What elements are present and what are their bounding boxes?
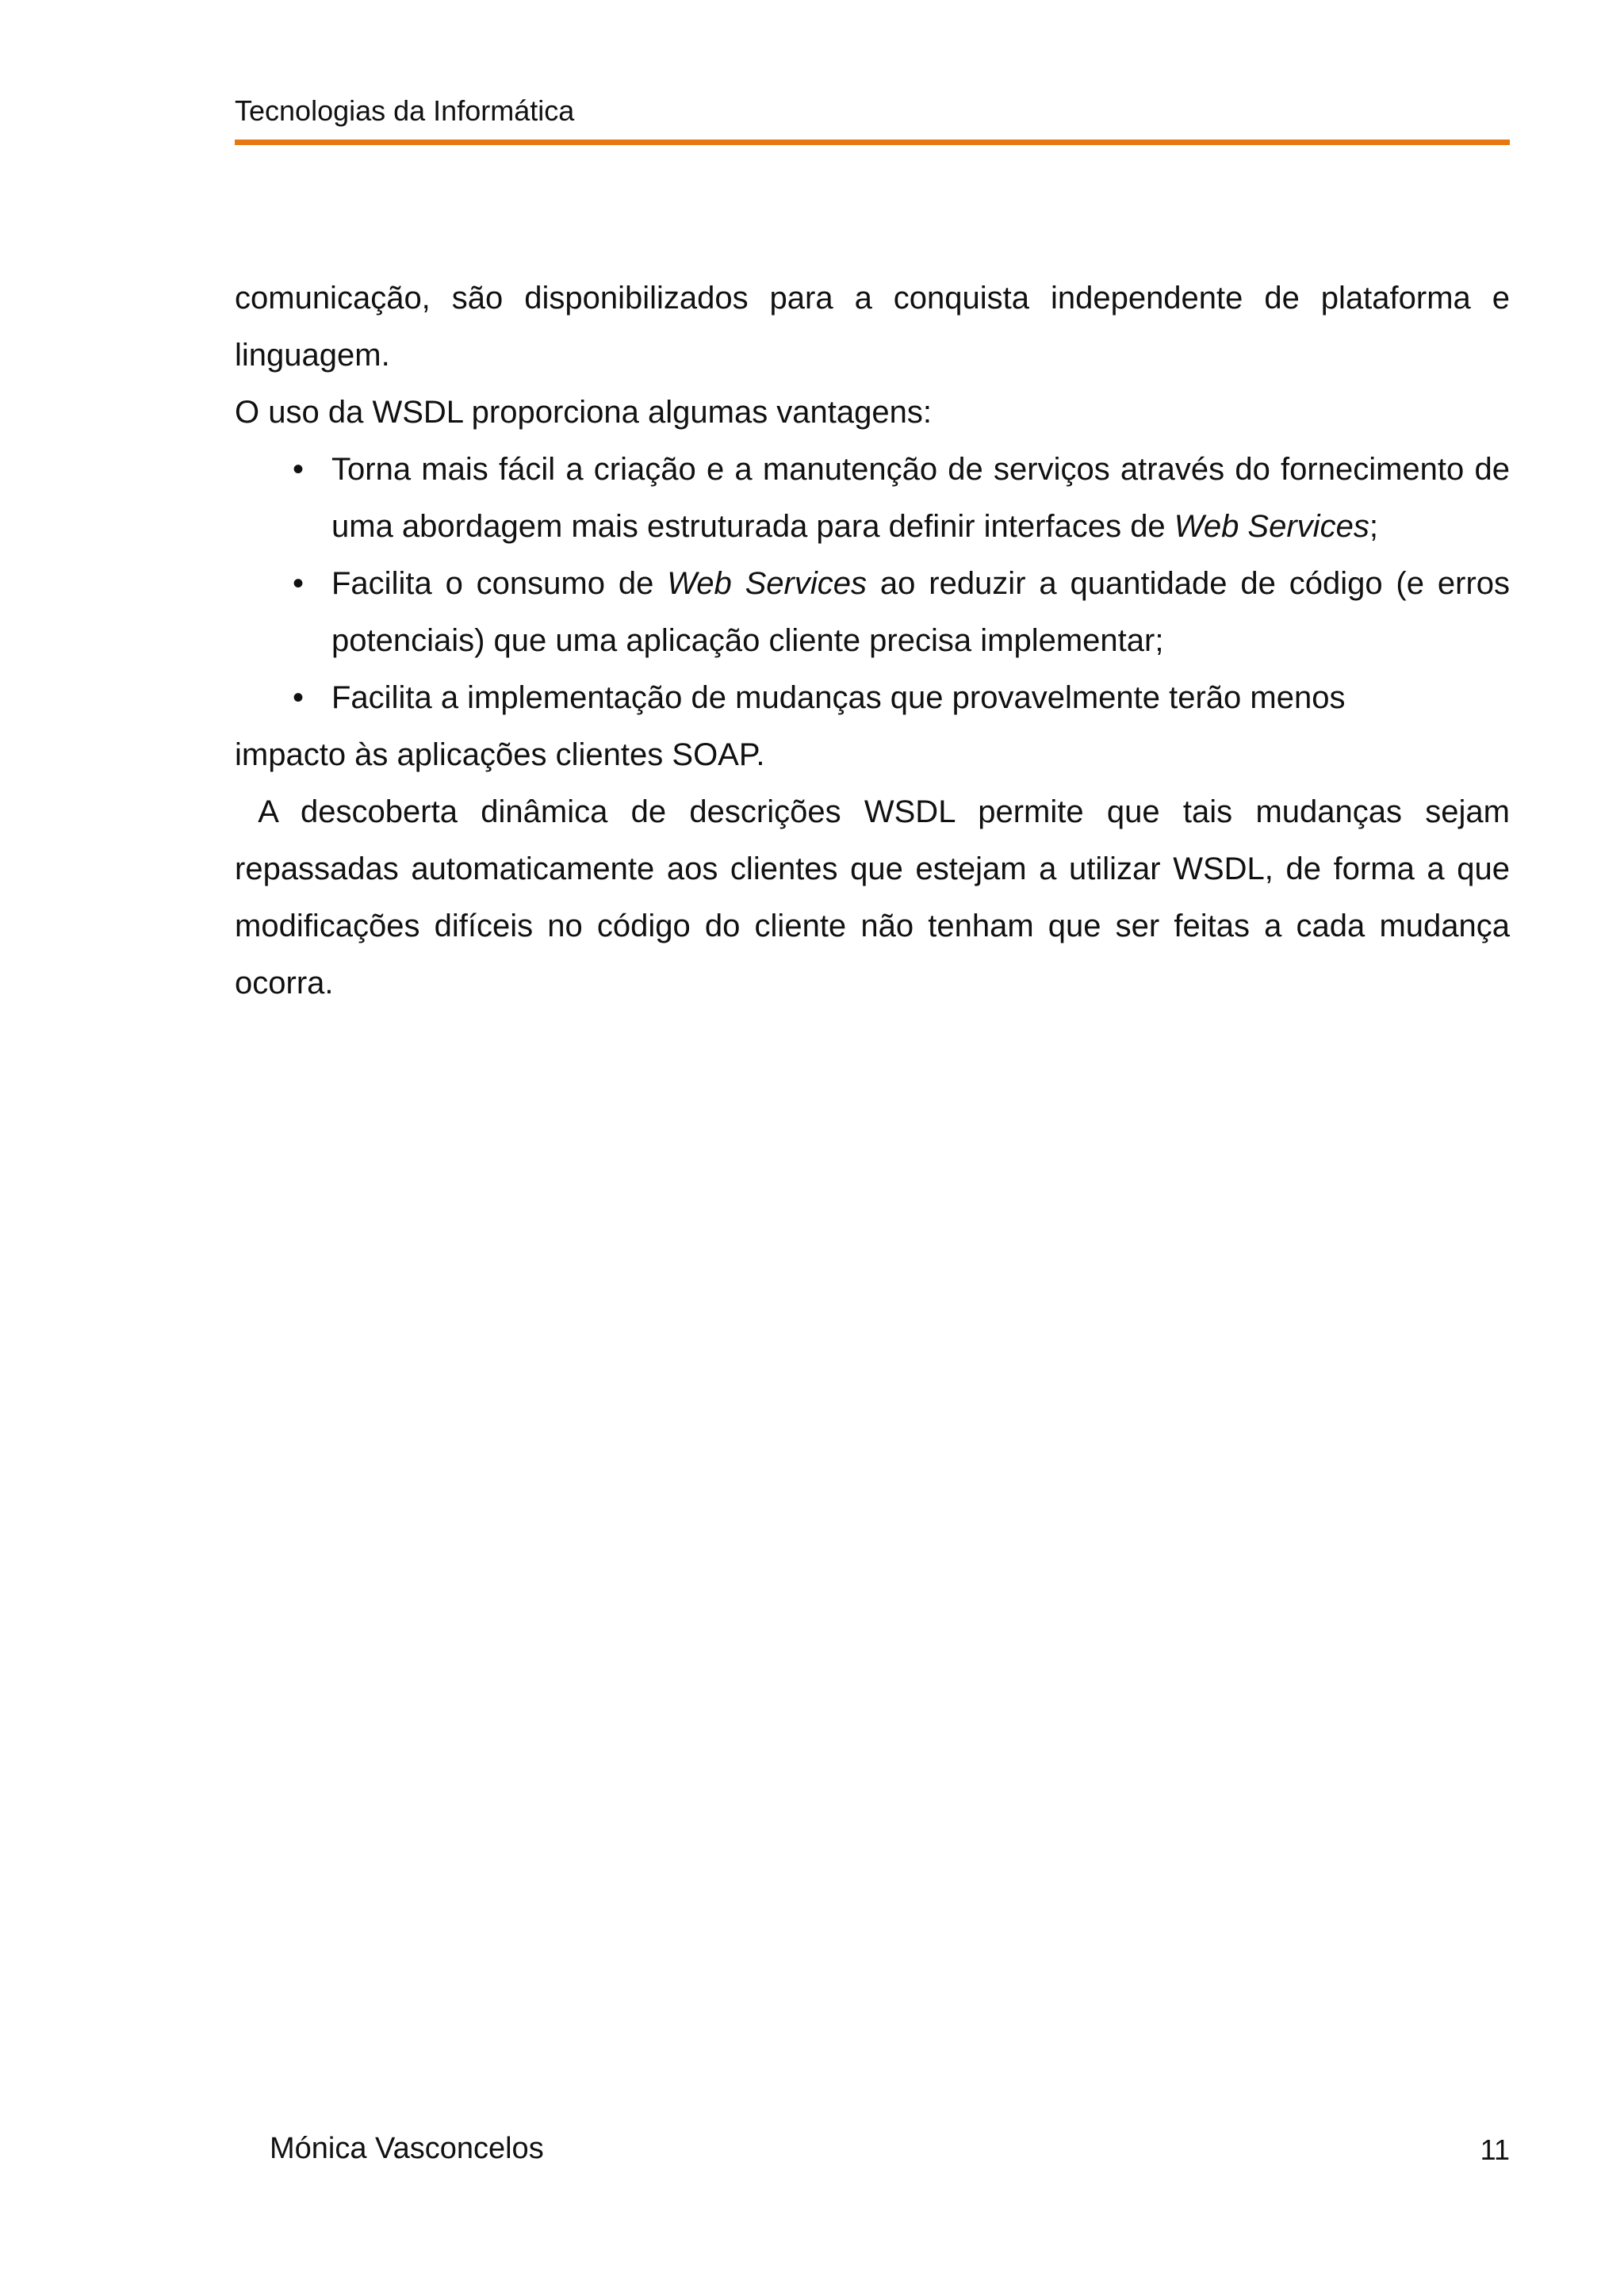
list-item-text: Facilita a implementação de mudanças que provavelmente terão menos — [331, 680, 1346, 715]
paragraph-intro: O uso da WSDL proporciona algumas vantagens: — [235, 395, 933, 430]
header-title: Tecnologias da Informática — [235, 94, 575, 127]
list-item-text-end: ; — [1369, 509, 1378, 544]
page-number: 11 — [1480, 2133, 1510, 2166]
paragraph-continuation: comunicação, são disponibilizados para a conquista independente de plataforma e linguagem. — [235, 281, 1510, 373]
paragraph-impact: impacto às aplicações clientes SOAP. — [235, 737, 765, 772]
list-item-emphasis: Web Services — [1174, 509, 1369, 544]
list-item-text-end: ao reduzir a quantidade de código (e erros potenciais) que uma aplicação cliente precisa implementar; — [331, 566, 1511, 658]
paragraph-discovery: A descoberta dinâmica de descrições WSDL permite que tais mudanças sejam repassadas automaticamente aos clientes que estejam a utilizar WSDL, de forma a que modificações difíceis no código do cliente não tenham que ser feitas a cada mudança ocorra. — [235, 794, 1519, 1001]
list-item-emphasis: Web Services — [667, 566, 868, 601]
header-rule — [235, 140, 1510, 145]
bullet-icon: • — [292, 566, 304, 601]
list-item — [235, 441, 1510, 555]
list-item-text: Torna mais fácil a criação e a manutenção de serviços através do fornecimento de uma abordagem mais estruturada para definir interfaces de — [331, 452, 1510, 544]
list-item — [235, 669, 1510, 726]
bullet-icon: • — [292, 452, 304, 487]
list-item — [235, 555, 1510, 669]
bullet-icon: • — [292, 680, 304, 715]
advantages-list — [235, 441, 1510, 726]
footer-author: Mónica Vasconcelos — [270, 2132, 544, 2165]
page-body — [235, 270, 1519, 1012]
list-item-text: Facilita o consumo de — [331, 566, 668, 601]
